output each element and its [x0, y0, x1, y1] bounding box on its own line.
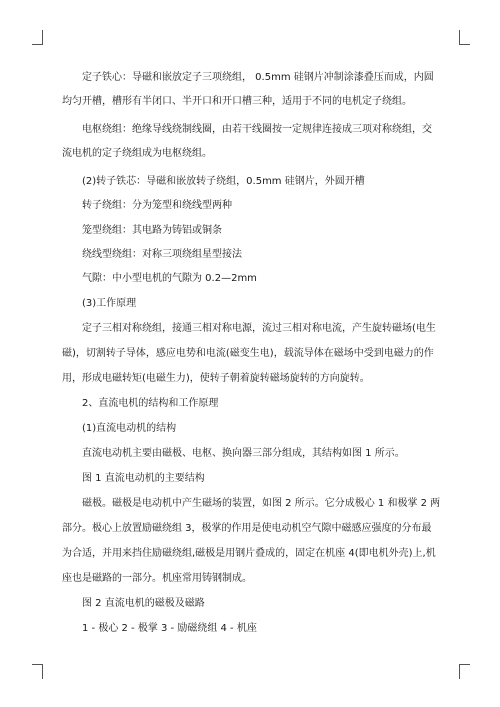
text-line: 磁极。磁极是电动机中产生磁场的装置，如图 2 所示。它分成极心 1 和极掌 2 两 — [82, 498, 441, 509]
text-line: 均匀开槽，槽形有半闭口、半开口和开口槽三种，适用于不同的电机定子绕组。 — [62, 96, 412, 107]
section-heading: (3)工作原理 — [82, 298, 137, 309]
text-line: 定子铁心：导磁和嵌放定子三项绕组， 0.5mm 硅钢片冲制涂漆叠压而成，内圆 — [82, 72, 434, 83]
section-heading: 2、直流电机的结构和工作原理 — [82, 398, 219, 409]
text-line: 流电机的定子绕组成为电枢绕组。 — [62, 148, 212, 159]
figure-caption: 图 1 直流电动机的主要结构 — [82, 473, 205, 484]
text-line: 电枢绕组：绝缘导线绕制线圈，由若干线圈按一定规律连接成三项对称绕组，交 — [82, 124, 432, 135]
text-line: 直流电动机主要由磁极、电枢、换向器三部分组成，其结构如图 1 所示。 — [82, 448, 405, 459]
text-line: 绕线型绕组：对称三项绕组星型接法 — [82, 249, 242, 260]
section-heading: (1)直流电动机的结构 — [82, 423, 177, 434]
text-line: 气隙：中小型电机的气隙为 0.2—2mm — [82, 273, 257, 284]
text-line: 笼型绕组：其电路为铸铝或铜条 — [82, 225, 222, 236]
text-line: 部分。极心上放置励磁绕组 3，极掌的作用是使电动机空气隙中磁感应强度的分布最 — [62, 523, 432, 534]
figure-caption: 图 2 直流电机的磁极及磁路 — [82, 598, 205, 609]
text-line: 转子绕组：分为笼型和绕线型两种 — [82, 200, 232, 211]
text-line: (2)转子铁芯：导磁和嵌放转子绕组，0.5mm 硅钢片，外圆开槽 — [82, 176, 365, 187]
text-line: 磁)，切割转子导体，感应电势和电流(磁变生电)，载流导体在磁场中受到电磁力的作 — [62, 348, 434, 359]
crop-mark-top-left — [32, 30, 43, 45]
text-line: 定子三相对称绕组，接通三相对称电源，流过三相对称电流，产生旋转磁场(电生 — [82, 323, 436, 334]
text-line: 为合适，并用来挡住励磁绕组,磁极是用钢片叠成的，固定在机座 4(即电机外壳)上,机 — [62, 548, 436, 559]
crop-mark-bottom-right — [459, 664, 470, 679]
text-line: 座也是磁路的一部分。机座常用铸钢制成。 — [62, 573, 252, 584]
text-line: 用，形成电磁转矩(电磁生力)，使转子朝着旋转磁场旋转的方向旋转。 — [62, 373, 370, 384]
crop-mark-bottom-left — [32, 664, 43, 679]
crop-mark-top-right — [459, 30, 470, 45]
figure-legend: 1 - 极心 2 - 极掌 3 - 励磁绕组 4 - 机座 — [82, 623, 257, 634]
